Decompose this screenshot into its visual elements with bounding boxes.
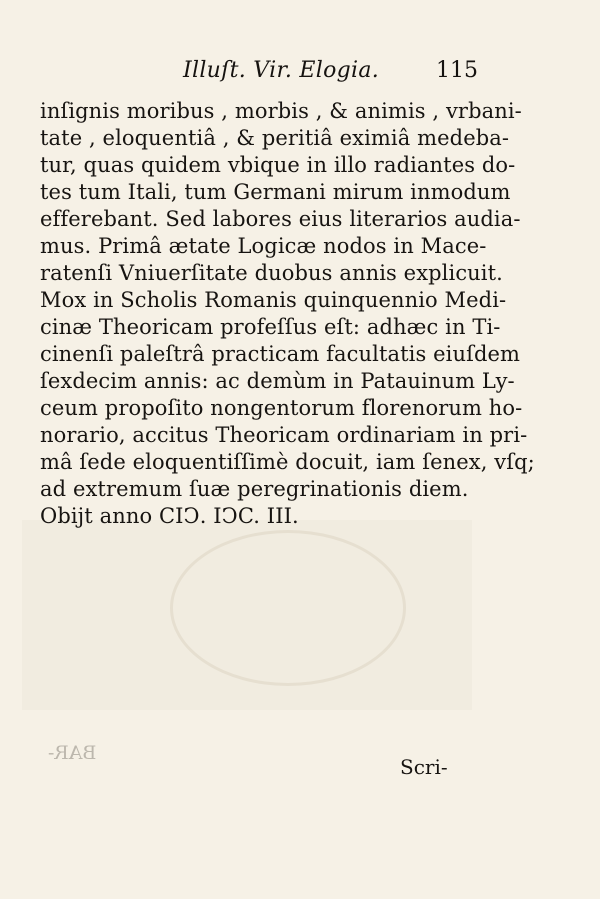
show-through-ornament [170, 530, 406, 686]
text-line: norario, accitus Theoricam ordinariam in pri- [40, 423, 528, 447]
death-date-line: Obijt anno CIↃ. IↃC. III. [40, 504, 299, 528]
running-head [0, 58, 600, 88]
bleed-through-text: BAR- [48, 742, 97, 764]
text-line: cinenſi paleſtrâ practicam facultatis eiuſdem [40, 342, 521, 366]
text-line: ratenſi Vniuerſitate duobus annis explicuit. [40, 261, 503, 285]
body-text [40, 98, 535, 530]
text-line: ceum propoſito nongentorum florenorum ho- [40, 396, 523, 420]
text-line: cinæ Theoricam profeſſus eſt: adhæc in Ti- [40, 315, 501, 339]
text-line: tur, quas quidem vbique in illo radiantes do- [40, 153, 516, 177]
text-line: inſignis moribus , morbis , & animis , vrbani- [40, 99, 522, 123]
text-line: mus. Primâ ætate Logicæ nodos in Mace- [40, 234, 487, 258]
running-title: Illuſt. Vir. Elogia. [183, 58, 380, 83]
catchword: Scri- [400, 755, 448, 779]
text-line: tate , eloquentiâ , & peritiâ eximiâ medeba- [40, 126, 510, 150]
text-line: Mox in Scholis Romanis quinquennio Medi- [40, 288, 507, 312]
text-line: efferebant. Sed labores eius literarios audia- [40, 207, 521, 231]
text-line: ſexdecim annis: ac demùm in Patauinum Ly- [40, 369, 515, 393]
text-line: mâ ſede eloquentiſſimè docuit, iam ſenex, vſq; [40, 450, 535, 474]
text-line: tes tum Itali, tum Germani mirum inmodum [40, 180, 511, 204]
text-line: ad extremum ſuæ peregrinationis diem. [40, 477, 469, 501]
page-number: 115 [436, 58, 478, 83]
